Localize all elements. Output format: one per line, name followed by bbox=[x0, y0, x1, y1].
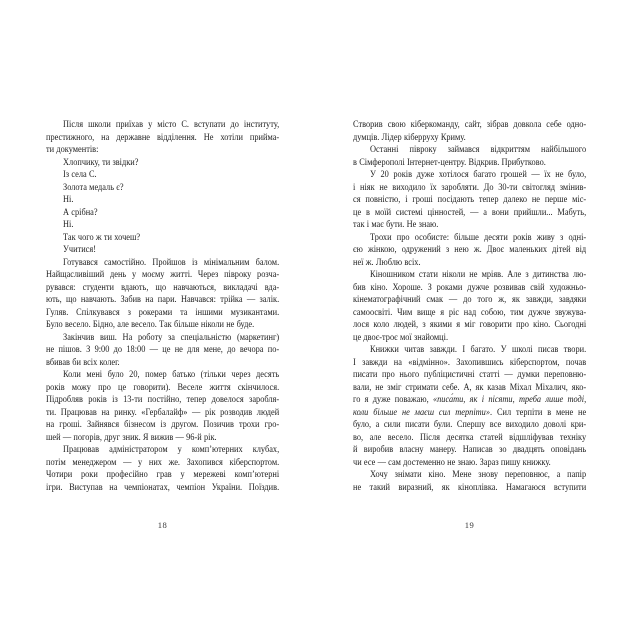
text-line: Створив свою кіберкоманду, сайт, зібрав довкола себе одно- bbox=[353, 119, 587, 130]
text-line: думців. Лідер кіберруху Криму. bbox=[353, 131, 466, 143]
text-line: Кіношником стати ніколи не мріяв. Але з дитинства лю- bbox=[370, 269, 587, 280]
paragraph bbox=[353, 144, 586, 169]
paragraph bbox=[46, 219, 279, 232]
text-line: ти. Працював на ринку. «Гербалайф» — рік розводив людей bbox=[46, 406, 280, 418]
text-line: Після школи приїхав у місто С. вступати до інституту, bbox=[63, 119, 280, 130]
text-line: коли більше не маєш сил терпіти». Сил терпіти в мене не bbox=[353, 406, 587, 418]
text-line: кінематографічний смак — до того ж, як завжди, завдяки bbox=[353, 294, 587, 305]
paragraph bbox=[353, 232, 586, 270]
text-line: вали, не зміг стримати себе. А, як казав Міхал Міхалич, яко- bbox=[353, 381, 587, 393]
paragraph bbox=[46, 182, 279, 195]
paragraph bbox=[353, 119, 586, 144]
text-line: Коли мені було 20, помер батько (тільки через десять bbox=[63, 369, 280, 380]
text-line: неї ж. Люблю всіх. bbox=[353, 256, 421, 268]
text-line: чи есе — сам достеменно не знаю. Зараз пишу книжку. bbox=[353, 456, 551, 468]
text-line: не пішов. З 9:00 до 18:00 — це не для мене, до вечора по- bbox=[46, 344, 280, 355]
text-line: Було весело. Бідно, але весело. Так більше ніколи не буде. bbox=[46, 319, 255, 330]
text-line: не такий виразний, як кіноплівка. Намагаюся вступити bbox=[353, 481, 587, 493]
text-line: потім менеджером — у них же. Захопився кіберспортом. bbox=[46, 456, 280, 468]
text-line: Закінчив виш. На роботу за спеціальністю (маркетинг) bbox=[63, 331, 280, 343]
text-line: Трохи про особисте: більше десяти років живу з одні- bbox=[370, 231, 587, 243]
paragraph bbox=[353, 344, 586, 469]
text-line: років можу про це говорити). Веселе життя скінчилося. bbox=[46, 381, 280, 393]
text-line: на гроші. Зайнявся бізнесом із другом. Позичив трохи гро- bbox=[46, 419, 280, 430]
paragraph bbox=[46, 244, 279, 257]
text-line: Гуляв. Спілкувався з рокерами та іншими музикантами. bbox=[46, 306, 280, 318]
paragraph bbox=[46, 169, 279, 182]
text-line: У 20 років дуже хотілося багато грошей — їх не було, bbox=[370, 169, 587, 180]
text-line: рувався: студенти вдають, що навчаються, викладачі вда- bbox=[46, 281, 280, 293]
text-line: Золота медаль є? bbox=[63, 181, 124, 193]
text-line: в Сімферополі Інтернет-центру. Відкрив. Прибутково. bbox=[353, 156, 546, 168]
page-number-left: 18 bbox=[157, 520, 168, 530]
paragraph bbox=[353, 269, 586, 344]
text-line: Чотири роки професійно грав у мережеві комп’ютерні bbox=[46, 469, 280, 480]
text-line: було, а сили писати були. Спершу все виходило доволі кри- bbox=[353, 419, 587, 430]
text-line: Готувався самостійно. Пройшов із мінімальним балом. bbox=[63, 256, 280, 268]
text-line: і ніяк не виходило їх заробляти. До 30-ти світогляд змінив- bbox=[353, 181, 587, 193]
page-text-right bbox=[353, 119, 586, 494]
paragraph bbox=[46, 207, 279, 220]
paragraph bbox=[46, 232, 279, 245]
text-line: бив кіно. Хороше. З роками дужче розвивав свій художньо- bbox=[353, 281, 587, 293]
text-line: Ні. bbox=[63, 194, 74, 205]
page-right bbox=[315, 0, 630, 630]
text-line: так і має бути. Не знаю. bbox=[353, 219, 439, 230]
text-line: єю жінкою, одружений з нею ж. Двоє маленьких дітей від bbox=[353, 244, 587, 255]
paragraph bbox=[353, 469, 586, 494]
text-line: Учитися! bbox=[63, 244, 96, 255]
paragraph bbox=[353, 169, 586, 232]
text-line: й виробив власну манеру. Написав зо двадцять оповідань bbox=[353, 444, 587, 455]
paragraph bbox=[46, 257, 279, 332]
text-line: Найщасливіший день у моєму житті. Через півроку розча- bbox=[46, 269, 280, 280]
text-line: ся повністю, і гроші посідають тепер далеко не перше міс- bbox=[353, 194, 587, 205]
text-line: писати про нього публіцистичні статті — думки переповню- bbox=[353, 369, 587, 380]
text-line: А срібна? bbox=[63, 206, 98, 218]
text-line: Хлопчику, ти звідки? bbox=[63, 156, 139, 168]
text-line: Ні. bbox=[63, 219, 74, 230]
text-line: це двоє-троє мої знайомці. bbox=[353, 331, 449, 343]
text-line: вбивав би всіх колег. bbox=[46, 356, 120, 368]
text-line: го я дуже поважаю, «писа́ти, як і пісяти, треба лише тоді, bbox=[353, 394, 587, 405]
text-line: шей — погорів, друг зник. Я вижив — 96-й рік. bbox=[46, 431, 217, 443]
paragraph bbox=[46, 157, 279, 170]
text-line: Працював адміністратором у комп’ютерних клубах, bbox=[63, 444, 280, 455]
text-line: Підробляв років із 13-ти постійно, тепер довелося заробля- bbox=[46, 394, 280, 405]
text-line: Із села С. bbox=[63, 169, 97, 180]
paragraph bbox=[46, 119, 279, 157]
page-text-left bbox=[46, 119, 279, 494]
text-line: І завжди на «відмінно». Захопившись кіберспортом, почав bbox=[353, 356, 587, 368]
text-line: Хочу знімати кіно. Мене знову переповнює, а папір bbox=[370, 469, 587, 480]
text-line: ють, що навчають. Забив на пари. Навчався: трійка — залік. bbox=[46, 294, 280, 305]
text-line: престижного, на державне відділення. Не хотіли прийма- bbox=[46, 131, 280, 143]
text-line: це в моїй системі цінностей, — а вони прийшли... Мабуть, bbox=[353, 206, 587, 218]
paragraph bbox=[46, 332, 279, 370]
page-number-right: 19 bbox=[464, 520, 475, 530]
paragraph bbox=[46, 194, 279, 207]
text-line: Так чого ж ти хочеш? bbox=[63, 231, 141, 243]
paragraph bbox=[46, 369, 279, 444]
text-line: самоосвіті. Чим вище я ріс над собою, тим дужче звужува- bbox=[353, 306, 587, 318]
paragraph bbox=[46, 444, 279, 494]
text-line: ти документів: bbox=[46, 144, 99, 155]
text-line: ігри. Виступав на чемпіонатах, чемпіон України. Поїздив. bbox=[46, 481, 280, 493]
text-line: во, але весело. Після десятка статей відшліфував техніку bbox=[353, 431, 587, 443]
text-line: Книжки читав завжди. І багато. У школі писав твори. bbox=[370, 344, 587, 355]
text-line: лося коло людей, з якими я міг говорити про кіно. Сьогодні bbox=[353, 319, 587, 330]
text-line: Останні півроку займався відкриттям найбільшого bbox=[370, 144, 587, 155]
